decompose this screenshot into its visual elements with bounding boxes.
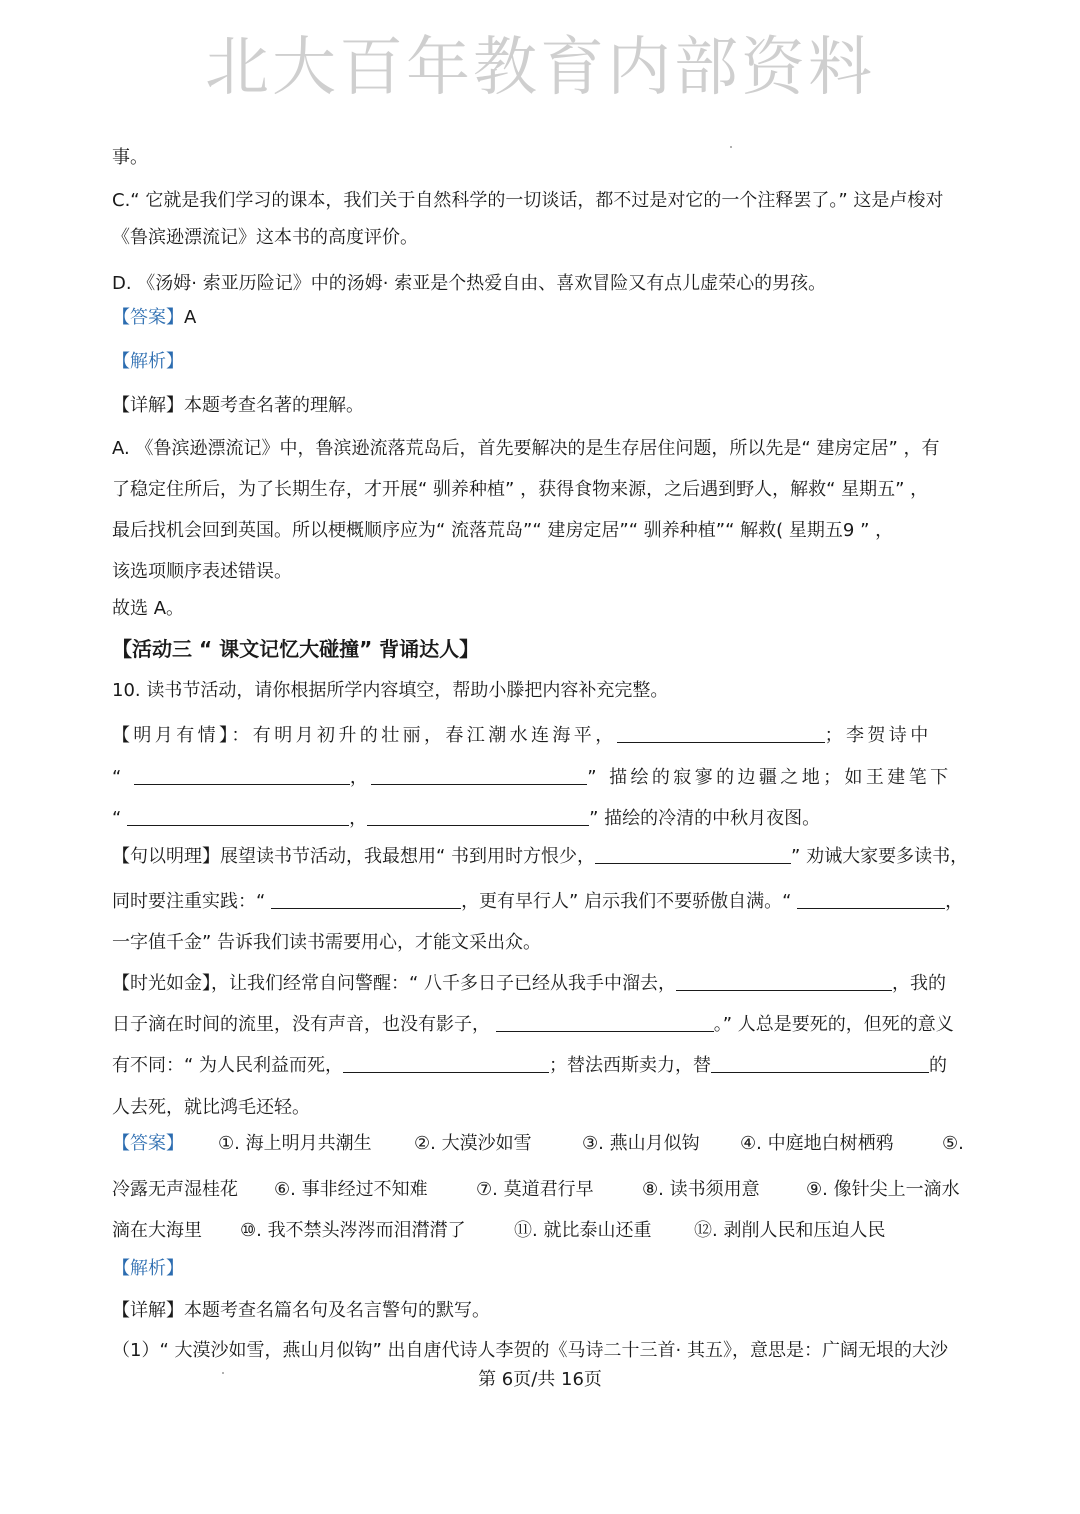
answer-item-5-number: ⑤. [942,1133,964,1154]
fill-blank-10[interactable] [496,1013,714,1032]
detail-line-2: 【详解】本题考查名篇名句及名言警句的默写。 [112,1300,490,1321]
moon-line-1: 【明月有情】：有明月初升的壮丽，春江潮水连海平， ；李贺诗中 [112,725,932,746]
question-10: 10. 读书节活动，请你根据所学内容填空，帮助小滕把内容补充完整。 [112,680,669,701]
page-footer: 第 6页/共 16页 [478,1369,602,1390]
analysis-tag: 【解析】 [112,351,184,372]
explain-poem-line: （1）“ 大漠沙如雪，燕山月似钩” 出自唐代诗人李贺的《马诗二十三首· 其五》，意思是：广阔无垠的大沙 [112,1340,948,1361]
choose-line: 故选 A。 [112,598,185,619]
fill-blank-9[interactable] [676,972,892,991]
answer-item-3: ③. 燕山月似钩 [582,1133,700,1154]
fill-blank-7[interactable] [271,890,461,909]
explain-line-3: 最后找机会回到英国。所以梗概顺序应为“ 流落荒岛”“ 建房定居”“ 驯养种植”“ 解救( 星期五9 ” ， [112,520,894,541]
answer-item-6: ⑥. 事非经过不知难 [274,1179,428,1200]
fill-blank-8[interactable] [797,890,945,909]
answer-line [112,306,978,330]
analysis-tag-2: 【解析】 [112,1258,184,1279]
answer-item-10: ⑩. 我不禁头涔涔而泪潸潸了 [240,1220,466,1241]
answers-line-1 [112,1132,978,1156]
answer-item-8: ⑧. 读书须用意 [642,1179,760,1200]
reason-line-3: 一字值千金” 告诉我们读书需要用心，才能文采出众。 [112,932,542,953]
answer-item-7: ⑦. 莫道君行早 [476,1179,594,1200]
text-line: 事。 [112,147,148,168]
time-line-1: 【时光如金】，让我们经常自问警醒：“ 八千多日子已经从我手中溜去， ，我的 [112,973,947,994]
detail-line: 【详解】本题考查名著的理解。 [112,395,364,416]
fill-blank-2[interactable] [134,766,350,785]
reason-line-2: 同时要注重实践：“ ，更有早行人” 启示我们不要骄傲自满。“ ， [112,891,964,912]
answer-item-12: ⑫. 剥削人民和压迫人民 [694,1220,886,1241]
moon-line-2: “ ， ” 描绘的寂寥的边疆之地；如王建笔下 [112,767,952,788]
fill-blank-5[interactable] [367,807,589,826]
answers-tag: 【答案】 [112,1133,184,1154]
time-line-2: 日子滴在时间的流里，没有声音，也没有影子， 。” 人总是要死的，但死的意义 [112,1014,954,1035]
fill-blank-1[interactable] [617,724,825,743]
answer-tag: 【答案】 [112,307,184,328]
answer-item-2: ②. 大漠沙如雪 [414,1133,532,1154]
reason-line-1: 【句以明理】展望读书节活动，我最想用“ 书到用时方恨少， ” 劝诫大家要多读书， [112,846,969,867]
answer-item-4: ④. 中庭地白树栖鸦 [740,1133,894,1154]
scan-speck [730,146,732,148]
activity-heading: 【活动三 “ 课文记忆大碰撞” 背诵达人】 [112,637,480,661]
option-c-line-2: 《鲁滨逊漂流记》这本书的高度评价。 [112,227,418,248]
option-d: D. 《汤姆· 索亚历险记》中的汤姆· 索亚是个热爱自由、喜欢冒险又有点儿虚荣心的男孩。 [112,273,827,294]
explain-line-2: 了稳定住所后，为了长期生存，才开展“ 驯养种植” ，获得食物来源，之后遇到野人，解救“ 星期五” ， [112,479,929,500]
option-c-line-1: C.“ 它就是我们学习的课本，我们关于自然科学的一切谈话，都不过是对它的一个注释罢了。” 这是卢梭对 [112,190,944,211]
answer-item-9-cont: 滴在大海里 [112,1220,202,1241]
explain-line-1: A. 《鲁滨逊漂流记》中，鲁滨逊流落荒岛后，首先要解决的是生存居住问题，所以先是“ 建房定居” ，有 [112,438,940,459]
answer-value: A [184,307,197,328]
explain-line-4: 该选项顺序表述错误。 [112,561,292,582]
fill-blank-6[interactable] [595,845,791,864]
time-line-4: 人去死，就比鸿毛还轻。 [112,1097,310,1118]
moon-line-3: “ ， ” 描绘的冷清的中秋月夜图。 [112,808,821,829]
answer-item-5-text: 冷露无声湿桂花 [112,1179,238,1200]
watermark: 北大百年教育内部资料 [205,31,875,105]
fill-blank-4[interactable] [127,807,349,826]
answer-item-9: ⑨. 像针尖上一滴水 [806,1179,960,1200]
fill-blank-11[interactable] [343,1054,549,1073]
fill-blank-12[interactable] [711,1054,929,1073]
time-line-3: 有不同：“ 为人民利益而死， ；替法西斯卖力，替 的 [112,1055,948,1076]
answer-item-1: ①. 海上明月共潮生 [218,1133,372,1154]
scan-speck [222,1372,224,1374]
fill-blank-3[interactable] [371,766,587,785]
answer-item-11: ⑪. 就比泰山还重 [514,1220,652,1241]
